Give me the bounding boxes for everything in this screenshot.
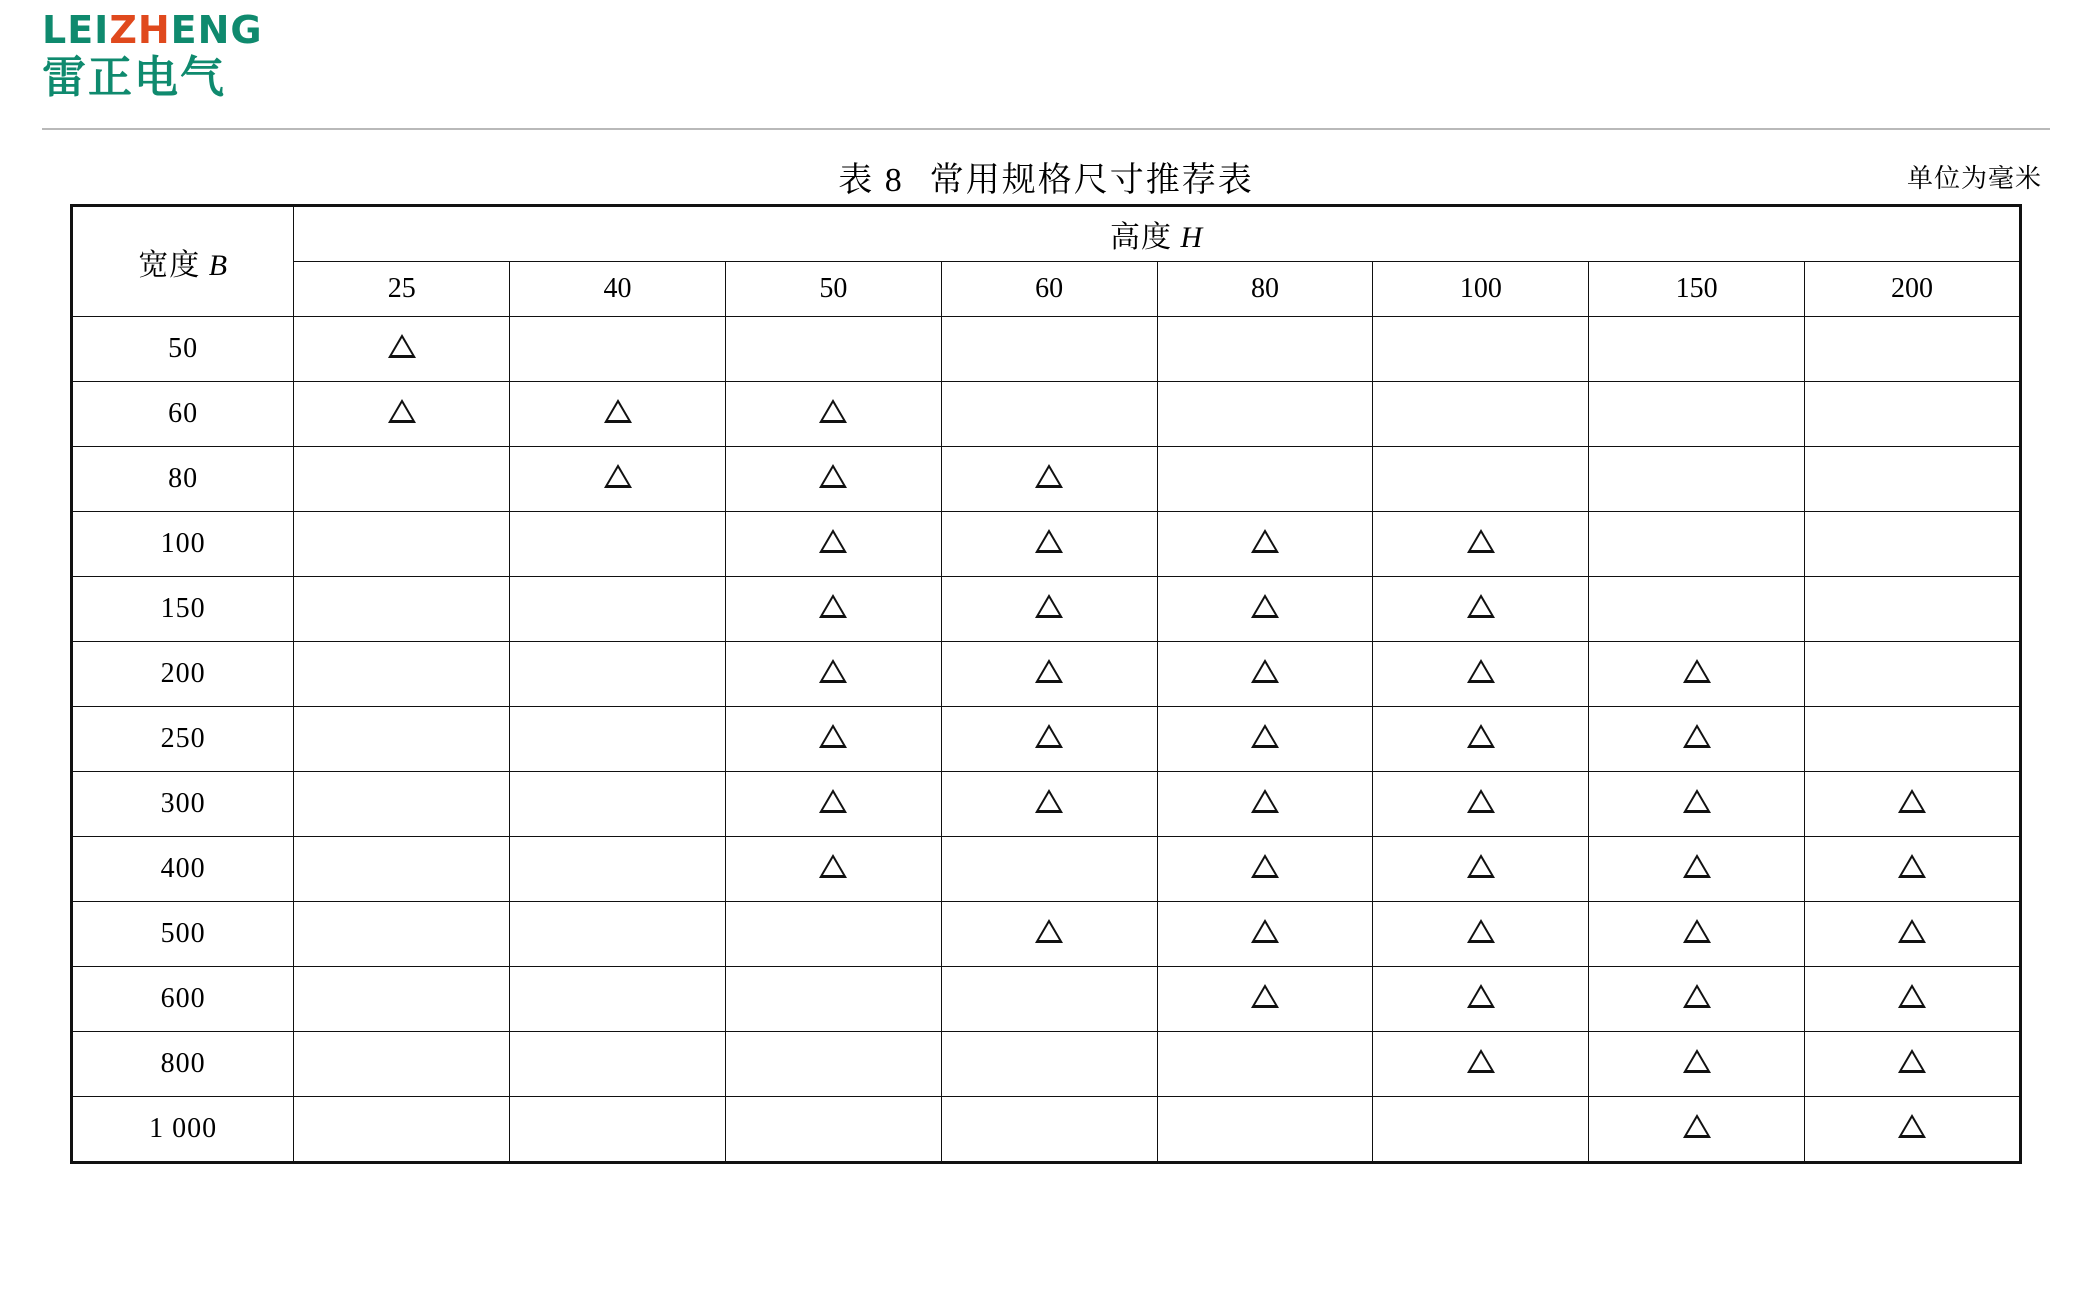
- col-header-80: 80: [1157, 262, 1373, 317]
- header-width-b: [72, 206, 294, 317]
- cell-b800-h200: [1805, 1032, 2021, 1097]
- row-header-width: 150: [72, 577, 294, 642]
- cell-b800-h50: [725, 1032, 941, 1097]
- cell-b250-h60: [941, 707, 1157, 772]
- cell-b600-h80: [1157, 967, 1373, 1032]
- table-row: [72, 512, 2021, 577]
- triangle-mark-icon: [1683, 1049, 1711, 1073]
- triangle-mark-icon: [1898, 1114, 1926, 1138]
- table-row: [72, 1097, 2021, 1163]
- triangle-mark-icon: [1251, 724, 1279, 748]
- row-header-width: 250: [72, 707, 294, 772]
- logo-chinese-text: 雷正电气: [42, 52, 226, 103]
- triangle-mark-icon: [1035, 594, 1063, 618]
- table-row: [72, 837, 2021, 902]
- cell-b50-h50: [725, 317, 941, 382]
- cell-b300-h200: [1805, 772, 2021, 837]
- triangle-mark-icon: [819, 724, 847, 748]
- triangle-mark-icon: [819, 854, 847, 878]
- cell-b50-h150: [1589, 317, 1805, 382]
- cell-b200-h25: [294, 642, 510, 707]
- cell-b200-h100: [1373, 642, 1589, 707]
- header-height-h: [294, 206, 2021, 262]
- cell-b60-h150: [1589, 382, 1805, 447]
- cell-b400-h200: [1805, 837, 2021, 902]
- cell-b300-h150: [1589, 772, 1805, 837]
- triangle-mark-icon: [819, 789, 847, 813]
- triangle-mark-icon: [1251, 529, 1279, 553]
- logo-latin-text: LEIZHENG: [42, 8, 263, 52]
- unit-note: 单位为毫米: [1906, 164, 2042, 193]
- triangle-mark-icon: [1898, 1049, 1926, 1073]
- cell-b300-h100: [1373, 772, 1589, 837]
- triangle-mark-icon: [1035, 529, 1063, 553]
- table-row: [72, 1032, 2021, 1097]
- cell-b80-h80: [1157, 447, 1373, 512]
- cell-b100-h200: [1805, 512, 2021, 577]
- table-row: [72, 317, 2021, 382]
- cell-b80-h40: [510, 447, 726, 512]
- triangle-mark-icon: [1467, 1049, 1495, 1073]
- cell-b60-h40: [510, 382, 726, 447]
- cell-b500-h25: [294, 902, 510, 967]
- triangle-mark-icon: [1683, 659, 1711, 683]
- cell-b250-h80: [1157, 707, 1373, 772]
- row-header-width: 400: [72, 837, 294, 902]
- cell-b150-h50: [725, 577, 941, 642]
- row-header-width: 300: [72, 772, 294, 837]
- row-header-width: 100: [72, 512, 294, 577]
- triangle-mark-icon: [1467, 789, 1495, 813]
- cell-b200-h80: [1157, 642, 1373, 707]
- cell-b100-h100: [1373, 512, 1589, 577]
- row-header-width: 500: [72, 902, 294, 967]
- table-row: [72, 902, 2021, 967]
- row-header-width: 200: [72, 642, 294, 707]
- triangle-mark-icon: [604, 464, 632, 488]
- cell-b800-h25: [294, 1032, 510, 1097]
- triangle-mark-icon: [388, 334, 416, 358]
- cell-b1000-h80: [1157, 1097, 1373, 1163]
- cell-b1000-h40: [510, 1097, 726, 1163]
- triangle-mark-icon: [1467, 594, 1495, 618]
- col-header-60: 60: [941, 262, 1157, 317]
- cell-b250-h150: [1589, 707, 1805, 772]
- cell-b100-h50: [725, 512, 941, 577]
- table-row: [72, 577, 2021, 642]
- cell-b300-h60: [941, 772, 1157, 837]
- table-head: [72, 206, 2021, 317]
- table-row: [72, 967, 2021, 1032]
- table-row: [72, 382, 2021, 447]
- page-title: [42, 152, 2050, 201]
- cell-b600-h100: [1373, 967, 1589, 1032]
- cell-b500-h50: [725, 902, 941, 967]
- triangle-mark-icon: [1683, 919, 1711, 943]
- row-header-width: 1 000: [72, 1097, 294, 1163]
- triangle-mark-icon: [1035, 919, 1063, 943]
- col-header-100: 100: [1373, 262, 1589, 317]
- col-header-150: 150: [1589, 262, 1805, 317]
- table-body: [72, 317, 2021, 1163]
- row-header-width: 600: [72, 967, 294, 1032]
- cell-b600-h40: [510, 967, 726, 1032]
- cell-b50-h25: [294, 317, 510, 382]
- triangle-mark-icon: [1251, 854, 1279, 878]
- triangle-mark-icon: [1898, 984, 1926, 1008]
- cell-b400-h150: [1589, 837, 1805, 902]
- triangle-mark-icon: [1035, 724, 1063, 748]
- cell-b60-h100: [1373, 382, 1589, 447]
- triangle-mark-icon: [1251, 659, 1279, 683]
- triangle-mark-icon: [1683, 854, 1711, 878]
- cell-b150-h100: [1373, 577, 1589, 642]
- cell-b300-h25: [294, 772, 510, 837]
- title-row: [42, 130, 2050, 204]
- cell-b150-h200: [1805, 577, 2021, 642]
- cell-b250-h200: [1805, 707, 2021, 772]
- company-logo: [42, 8, 322, 116]
- triangle-mark-icon: [1035, 659, 1063, 683]
- cell-b80-h25: [294, 447, 510, 512]
- cell-b800-h40: [510, 1032, 726, 1097]
- header-height-h-label: 高度 H: [1110, 221, 1204, 254]
- cell-b200-h60: [941, 642, 1157, 707]
- table-title-text: 常用规格尺寸推荐表: [929, 162, 1254, 199]
- cell-b800-h80: [1157, 1032, 1373, 1097]
- cell-b500-h60: [941, 902, 1157, 967]
- triangle-mark-icon: [1251, 594, 1279, 618]
- cell-b60-h60: [941, 382, 1157, 447]
- header-width-b-label: 宽度 B: [138, 248, 229, 282]
- cell-b600-h25: [294, 967, 510, 1032]
- cell-b60-h80: [1157, 382, 1373, 447]
- cell-b150-h40: [510, 577, 726, 642]
- cell-b1000-h60: [941, 1097, 1157, 1163]
- table-row: [72, 447, 2021, 512]
- cell-b200-h200: [1805, 642, 2021, 707]
- table-header-row-group: [72, 206, 2021, 262]
- triangle-mark-icon: [1467, 854, 1495, 878]
- cell-b400-h50: [725, 837, 941, 902]
- col-header-25: 25: [294, 262, 510, 317]
- cell-b50-h80: [1157, 317, 1373, 382]
- cell-b800-h150: [1589, 1032, 1805, 1097]
- cell-b500-h100: [1373, 902, 1589, 967]
- cell-b250-h100: [1373, 707, 1589, 772]
- triangle-mark-icon: [1251, 984, 1279, 1008]
- cell-b800-h60: [941, 1032, 1157, 1097]
- triangle-mark-icon: [1898, 854, 1926, 878]
- triangle-mark-icon: [1251, 789, 1279, 813]
- cell-b60-h200: [1805, 382, 2021, 447]
- cell-b400-h80: [1157, 837, 1373, 902]
- cell-b600-h50: [725, 967, 941, 1032]
- triangle-mark-icon: [819, 659, 847, 683]
- cell-b400-h25: [294, 837, 510, 902]
- triangle-mark-icon: [388, 399, 416, 423]
- triangle-mark-icon: [1683, 1114, 1711, 1138]
- triangle-mark-icon: [819, 464, 847, 488]
- spec-table: [70, 204, 2022, 1164]
- triangle-mark-icon: [1898, 789, 1926, 813]
- cell-b300-h50: [725, 772, 941, 837]
- triangle-mark-icon: [1683, 984, 1711, 1008]
- row-header-width: 60: [72, 382, 294, 447]
- cell-b600-h60: [941, 967, 1157, 1032]
- cell-b80-h200: [1805, 447, 2021, 512]
- cell-b80-h60: [941, 447, 1157, 512]
- cell-b100-h80: [1157, 512, 1373, 577]
- cell-b150-h80: [1157, 577, 1373, 642]
- triangle-mark-icon: [1683, 724, 1711, 748]
- spec-table-container: [70, 204, 2022, 1164]
- page-header: [42, 0, 2050, 130]
- triangle-mark-icon: [1683, 789, 1711, 813]
- table-row: [72, 707, 2021, 772]
- cell-b200-h50: [725, 642, 941, 707]
- cell-b500-h80: [1157, 902, 1373, 967]
- cell-b100-h150: [1589, 512, 1805, 577]
- cell-b300-h80: [1157, 772, 1373, 837]
- col-header-40: 40: [510, 262, 726, 317]
- cell-b50-h100: [1373, 317, 1589, 382]
- row-header-width: 80: [72, 447, 294, 512]
- cell-b1000-h25: [294, 1097, 510, 1163]
- triangle-mark-icon: [819, 594, 847, 618]
- cell-b1000-h50: [725, 1097, 941, 1163]
- row-header-width: 800: [72, 1032, 294, 1097]
- cell-b60-h50: [725, 382, 941, 447]
- cell-b150-h150: [1589, 577, 1805, 642]
- cell-b100-h60: [941, 512, 1157, 577]
- cell-b1000-h200: [1805, 1097, 2021, 1163]
- table-label: 表 8: [838, 162, 904, 199]
- triangle-mark-icon: [1467, 984, 1495, 1008]
- cell-b250-h50: [725, 707, 941, 772]
- triangle-mark-icon: [819, 399, 847, 423]
- table-row: [72, 772, 2021, 837]
- cell-b60-h25: [294, 382, 510, 447]
- col-header-50: 50: [725, 262, 941, 317]
- cell-b50-h40: [510, 317, 726, 382]
- cell-b200-h40: [510, 642, 726, 707]
- cell-b150-h60: [941, 577, 1157, 642]
- cell-b500-h200: [1805, 902, 2021, 967]
- cell-b600-h200: [1805, 967, 2021, 1032]
- table-row: [72, 642, 2021, 707]
- cell-b100-h40: [510, 512, 726, 577]
- col-header-200: 200: [1805, 262, 2021, 317]
- triangle-mark-icon: [1467, 529, 1495, 553]
- cell-b400-h60: [941, 837, 1157, 902]
- cell-b150-h25: [294, 577, 510, 642]
- cell-b1000-h150: [1589, 1097, 1805, 1163]
- cell-b800-h100: [1373, 1032, 1589, 1097]
- triangle-mark-icon: [1467, 724, 1495, 748]
- triangle-mark-icon: [819, 529, 847, 553]
- row-header-width: 50: [72, 317, 294, 382]
- cell-b500-h40: [510, 902, 726, 967]
- triangle-mark-icon: [1898, 919, 1926, 943]
- cell-b500-h150: [1589, 902, 1805, 967]
- cell-b250-h25: [294, 707, 510, 772]
- cell-b400-h40: [510, 837, 726, 902]
- triangle-mark-icon: [1035, 464, 1063, 488]
- cell-b400-h100: [1373, 837, 1589, 902]
- cell-b80-h50: [725, 447, 941, 512]
- triangle-mark-icon: [1251, 919, 1279, 943]
- triangle-mark-icon: [1467, 659, 1495, 683]
- triangle-mark-icon: [604, 399, 632, 423]
- cell-b50-h60: [941, 317, 1157, 382]
- table-header-row-columns: [72, 262, 2021, 317]
- cell-b250-h40: [510, 707, 726, 772]
- triangle-mark-icon: [1467, 919, 1495, 943]
- cell-b80-h150: [1589, 447, 1805, 512]
- cell-b80-h100: [1373, 447, 1589, 512]
- cell-b600-h150: [1589, 967, 1805, 1032]
- cell-b1000-h100: [1373, 1097, 1589, 1163]
- triangle-mark-icon: [1035, 789, 1063, 813]
- cell-b100-h25: [294, 512, 510, 577]
- cell-b200-h150: [1589, 642, 1805, 707]
- cell-b50-h200: [1805, 317, 2021, 382]
- cell-b300-h40: [510, 772, 726, 837]
